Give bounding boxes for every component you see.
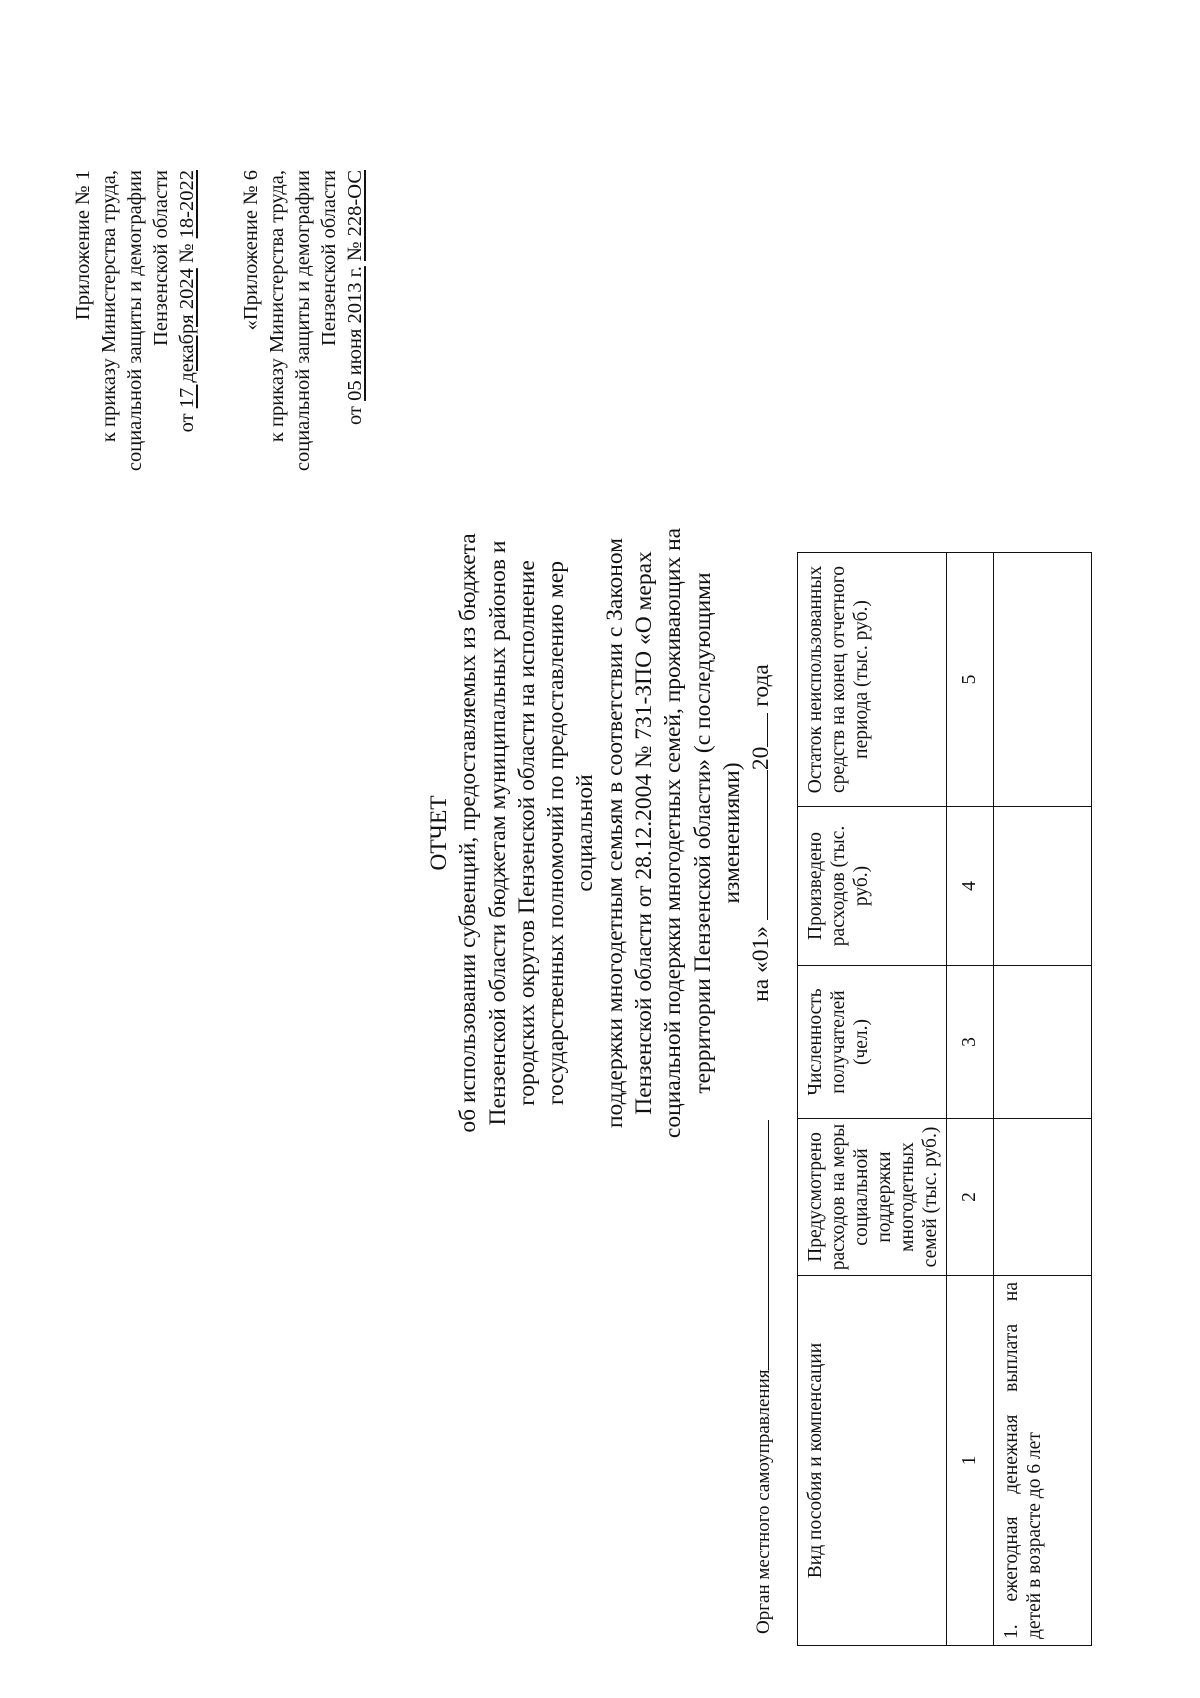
column-number-5: 5 [947, 553, 994, 807]
appendix-6-date: 05 июня [344, 328, 366, 401]
column-number-4: 4 [947, 807, 994, 966]
table-row [994, 553, 1092, 1646]
cell-planned-expenses[interactable] [994, 1119, 1092, 1276]
report-date-line [747, 523, 776, 1143]
report-title-line-7: социальной подержки многодетных семей, проживающих на [660, 527, 687, 1139]
report-title-line-4: государственных полномочий по предоставлению мер социальной [543, 561, 599, 1105]
appendix-1-ministry-line: социальной защиты и демографии [124, 170, 146, 472]
header-benefit-type: Вид пособия и компенсации [798, 1276, 947, 1646]
org-name-blank [750, 1120, 769, 1370]
header-recipients-count: Численность получателей (чел.) [798, 966, 947, 1119]
row-label-word: ежегодная [1001, 1516, 1022, 1602]
report-table [797, 552, 1092, 1646]
appendix-1-date-line [174, 170, 200, 471]
appendix-6-date-prefix: от [344, 400, 366, 425]
column-number-2: 2 [947, 1119, 994, 1276]
header-actual-expenses: Произведено расходов (тыс. руб.) [798, 807, 947, 966]
table-number-row [947, 553, 994, 1646]
appendix-6-year: 2013 г. [344, 266, 366, 329]
report-month-blank [747, 770, 768, 920]
org-label: Орган местного самоуправления [753, 1369, 774, 1634]
appendix-1-title: Приложение № 1 [72, 170, 94, 321]
appendix-6-order-line: к приказу Министерства труда, [266, 170, 288, 443]
appendix-6-number-prefix [344, 261, 366, 266]
appendix-1-date: 17 декабря 2024 [176, 268, 198, 409]
header-planned-expenses: Предусмотрено расходов на меры социальной поддержки многодетных семей (тыс. руб.) [798, 1119, 947, 1276]
appendix-6-date-line [342, 170, 368, 471]
appendix-1-number-prefix: № [176, 238, 198, 269]
report-title-line-3: городских округов Пензенской области на исполнение [513, 560, 540, 1106]
row-label-word: 1. [1001, 1624, 1022, 1639]
row-benefit-label-line-2: детей в возрасте до 6 лет [1024, 1432, 1045, 1639]
report-title-line-2: Пензенской области бюджетам муниципальных районов и [484, 540, 511, 1126]
cell-remaining-funds[interactable] [994, 553, 1092, 807]
appendix-6-title: «Приложение № 6 [240, 170, 262, 331]
cell-actual-expenses[interactable] [994, 807, 1092, 966]
column-number-3: 3 [947, 966, 994, 1119]
report-heading: ОТЧЕТ [426, 795, 452, 871]
report-year-prefix: 20 [748, 746, 775, 771]
header-remaining-funds: Остаток неиспользованных средств на конец отчетного периода (тыс. руб.) [798, 553, 947, 807]
appendix-6-region-line: Пензенской области [318, 170, 340, 346]
report-title-block [425, 523, 777, 1143]
row-benefit-label-line-1 [1000, 1282, 1023, 1639]
appendix-1-order-line: к приказу Министерства труда, [98, 170, 120, 443]
report-date-prefix: на «01» [748, 925, 775, 1002]
report-title-line-5: поддержки многодетным семьям в соответствии с Законом [601, 537, 628, 1129]
report-date-suffix: года [748, 664, 775, 707]
appendix-1-region-line: Пензенской области [150, 170, 172, 346]
report-title-line-8: территории Пензенской области» (с последующими изменениями) [689, 572, 745, 1094]
table-header-row [798, 553, 947, 1646]
row-label-word: выплата [1001, 1323, 1022, 1392]
row-label-word: на [1001, 1282, 1022, 1302]
report-title-line-1: об использовании субвенций, предоставляемых из бюджета [455, 533, 482, 1133]
appendix-6-block [238, 170, 368, 471]
org-label-line [750, 1120, 775, 1634]
column-number-1: 1 [947, 1276, 994, 1646]
row-benefit-label [994, 1276, 1092, 1646]
cell-recipients-count[interactable] [994, 966, 1092, 1119]
appendix-1-number: 18-2022 [176, 170, 198, 239]
report-year-blank [747, 713, 768, 747]
appendix-1-block [70, 170, 200, 471]
appendix-1-date-prefix: от [176, 408, 198, 433]
appendix-6-number: № 228-ОС [344, 170, 366, 261]
appendix-6-ministry-line: социальной защиты и демографии [292, 170, 314, 472]
report-title-line-6: Пензенской области от 28.12.2004 № 731-ЗПО «О мерах [631, 551, 658, 1115]
row-label-word: денежная [1001, 1414, 1022, 1494]
